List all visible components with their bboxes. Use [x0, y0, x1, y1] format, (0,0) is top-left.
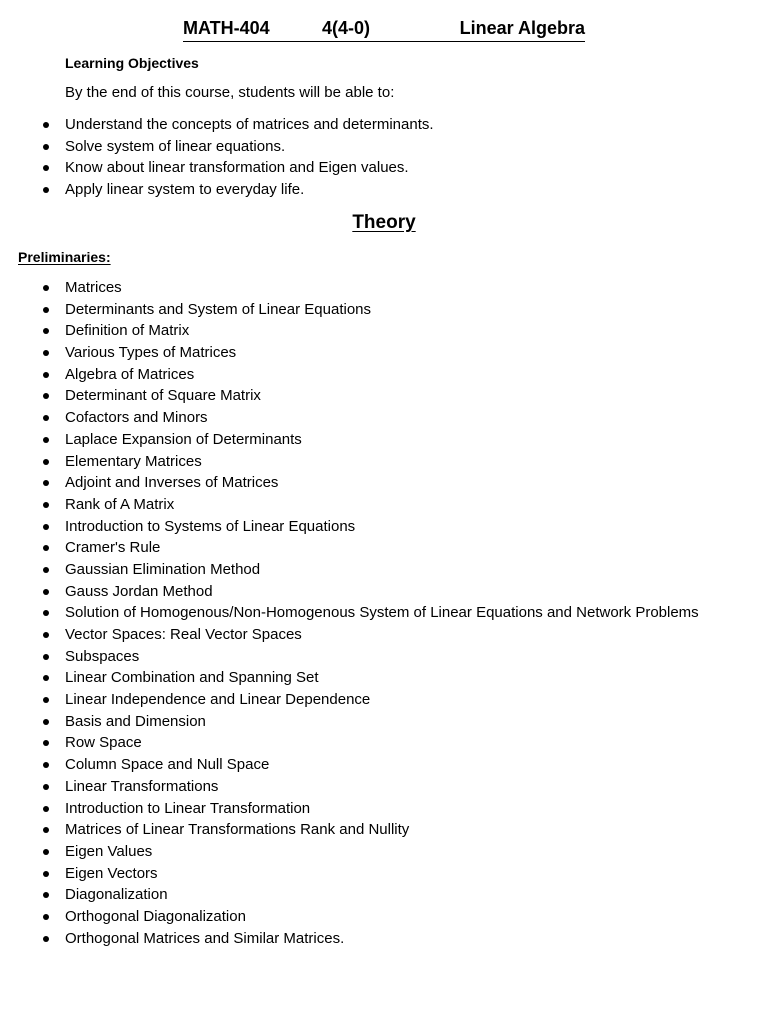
topic-item: Gaussian Elimination Method: [0, 560, 699, 582]
theory-heading: [0, 211, 768, 235]
topic-item: Solution of Homogenous/Non-Homogenous System of Linear Equations and Network Problems: [0, 603, 699, 625]
topic-item: Rank of A Matrix: [0, 495, 699, 517]
topic-item: Cofactors and Minors: [0, 408, 699, 430]
topic-item: Introduction to Linear Transformation: [0, 799, 699, 821]
objective-item: Solve system of linear equations.: [0, 137, 434, 159]
topic-item: Cramer's Rule: [0, 538, 699, 560]
learning-objectives-heading: Learning Objectives: [65, 55, 199, 71]
topic-item: Introduction to Systems of Linear Equations: [0, 517, 699, 539]
topic-item: Matrices of Linear Transformations Rank and Nullity: [0, 820, 699, 842]
topic-item: Eigen Vectors: [0, 864, 699, 886]
topic-item: Row Space: [0, 733, 699, 755]
course-header: [183, 17, 585, 42]
theory-heading-text: Theory: [352, 212, 416, 233]
objectives-list: [0, 115, 434, 201]
topic-item: Laplace Expansion of Determinants: [0, 430, 699, 452]
topic-item: Definition of Matrix: [0, 321, 699, 343]
preliminaries-heading: Preliminaries:: [18, 249, 111, 265]
topic-item: Basis and Dimension: [0, 712, 699, 734]
topic-item: Various Types of Matrices: [0, 343, 699, 365]
topic-item: Linear Independence and Linear Dependence: [0, 690, 699, 712]
learning-objectives-intro: By the end of this course, students will be able to:: [65, 84, 395, 101]
objective-item: Apply linear system to everyday life.: [0, 180, 434, 202]
topic-item: Determinants and System of Linear Equations: [0, 300, 699, 322]
topic-item: Linear Transformations: [0, 777, 699, 799]
topic-item: Orthogonal Diagonalization: [0, 907, 699, 929]
topic-item: Subspaces: [0, 647, 699, 669]
objective-item: Know about linear transformation and Eigen values.: [0, 158, 434, 180]
topic-item: Orthogonal Matrices and Similar Matrices.: [0, 929, 699, 951]
topic-item: Diagonalization: [0, 885, 699, 907]
topic-item: Eigen Values: [0, 842, 699, 864]
topic-item: Linear Combination and Spanning Set: [0, 668, 699, 690]
credit-hours: 4(4-0): [322, 18, 371, 38]
objective-item: Understand the concepts of matrices and determinants.: [0, 115, 434, 137]
topic-item: Vector Spaces: Real Vector Spaces: [0, 625, 699, 647]
topic-item: Algebra of Matrices: [0, 365, 699, 387]
topics-list: [0, 278, 699, 950]
course-title: Linear Algebra: [459, 18, 585, 38]
course-code: MATH-404: [183, 18, 270, 38]
topic-item: Elementary Matrices: [0, 452, 699, 474]
topic-item: Determinant of Square Matrix: [0, 386, 699, 408]
topic-item: Adjoint and Inverses of Matrices: [0, 473, 699, 495]
topic-item: Matrices: [0, 278, 699, 300]
topic-item: Gauss Jordan Method: [0, 582, 699, 604]
topic-item: Column Space and Null Space: [0, 755, 699, 777]
